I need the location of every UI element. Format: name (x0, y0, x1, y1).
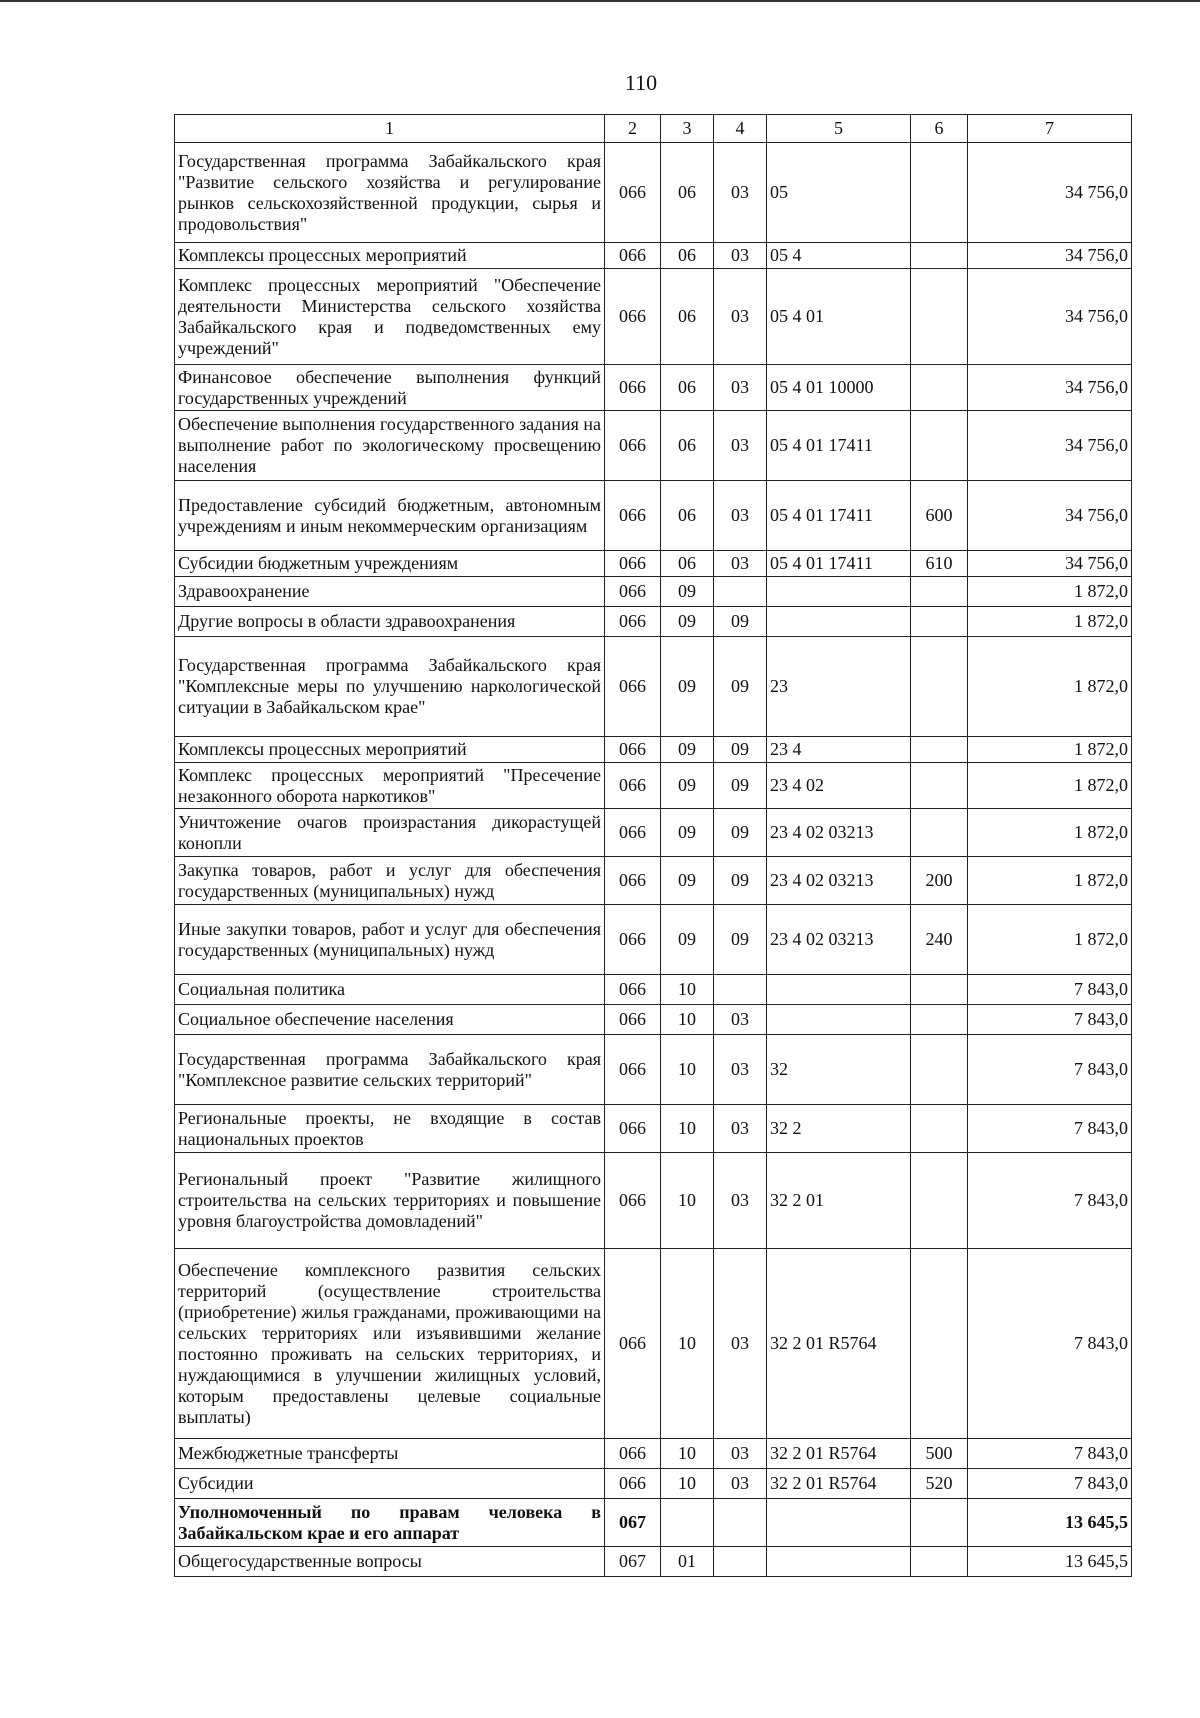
row-expense-type-cell (911, 975, 968, 1005)
row-expense-type-cell (911, 365, 968, 411)
row-amount-cell: 1 872,0 (968, 607, 1132, 637)
row-code-admin-cell: 066 (605, 411, 661, 481)
row-name-cell: Региональный проект "Развитие жилищного строительства на сельских территориях и повышение уровня благоустройства домовладений" (175, 1153, 605, 1249)
row-name-cell: Обеспечение выполнения государственного задания на выполнение работ по экологическому просвещению населения (175, 411, 605, 481)
row-code-admin-cell: 066 (605, 1469, 661, 1499)
row-code-admin-cell: 066 (605, 365, 661, 411)
row-section-cell: 06 (661, 411, 714, 481)
row-expense-type-cell: 610 (911, 551, 968, 577)
row-subsection-cell: 03 (714, 551, 767, 577)
table-row (175, 1547, 1132, 1577)
row-expense-type-cell (911, 1105, 968, 1153)
row-target-article-cell (767, 1005, 911, 1035)
row-name-cell: Обеспечение комплексного развития сельских территорий (осуществление строительства (приобретение) жилья гражданами, проживающими на сельских территориях или изъявившими желание постоянно проживать на сельских территориях, и нуждающимися в улучшении жилищных условий, которым предоставлены целевые социальные выплаты) (175, 1249, 605, 1439)
row-target-article-cell: 32 2 01 R5764 (767, 1439, 911, 1469)
row-code-admin-cell: 066 (605, 737, 661, 763)
row-section-cell: 09 (661, 905, 714, 975)
table-row (175, 809, 1132, 857)
row-section-cell: 06 (661, 243, 714, 269)
row-code-admin-cell: 066 (605, 269, 661, 365)
row-target-article-cell: 23 (767, 637, 911, 737)
top-edge-line (0, 0, 1200, 2)
row-code-admin-cell: 066 (605, 975, 661, 1005)
row-expense-type-cell (911, 243, 968, 269)
row-amount-cell: 13 645,5 (968, 1499, 1132, 1547)
row-section-cell: 09 (661, 809, 714, 857)
column-header-1: 1 (175, 115, 605, 143)
row-subsection-cell (714, 577, 767, 607)
row-target-article-cell: 05 (767, 143, 911, 243)
column-header-4: 4 (714, 115, 767, 143)
row-name-cell: Общегосударственные вопросы (175, 1547, 605, 1577)
row-expense-type-cell (911, 809, 968, 857)
row-expense-type-cell: 520 (911, 1469, 968, 1499)
row-section-cell: 06 (661, 269, 714, 365)
row-subsection-cell: 03 (714, 143, 767, 243)
row-amount-cell: 34 756,0 (968, 365, 1132, 411)
row-target-article-cell: 23 4 (767, 737, 911, 763)
row-subsection-cell: 03 (714, 1153, 767, 1249)
table-row (175, 975, 1132, 1005)
row-section-cell: 10 (661, 1469, 714, 1499)
row-target-article-cell: 32 2 01 R5764 (767, 1469, 911, 1499)
row-subsection-cell (714, 1547, 767, 1577)
row-section-cell: 06 (661, 551, 714, 577)
row-name-cell: Закупка товаров, работ и услуг для обеспечения государственных (муниципальных) нужд (175, 857, 605, 905)
row-section-cell: 09 (661, 763, 714, 809)
row-section-cell: 06 (661, 481, 714, 551)
table-row (175, 269, 1132, 365)
row-name-cell: Государственная программа Забайкальского края "Комплексные меры по улучшению наркологической ситуации в Забайкальском крае" (175, 637, 605, 737)
row-subsection-cell (714, 1499, 767, 1547)
table-row (175, 1439, 1132, 1469)
row-amount-cell: 1 872,0 (968, 809, 1132, 857)
row-subsection-cell: 03 (714, 1249, 767, 1439)
table-row (175, 857, 1132, 905)
row-amount-cell: 7 843,0 (968, 1105, 1132, 1153)
row-code-admin-cell: 066 (605, 905, 661, 975)
row-name-cell: Комплекс процессных мероприятий "Пресечение незаконного оборота наркотиков" (175, 763, 605, 809)
row-expense-type-cell (911, 1035, 968, 1105)
row-subsection-cell: 03 (714, 411, 767, 481)
row-section-cell: 09 (661, 577, 714, 607)
row-subsection-cell: 03 (714, 243, 767, 269)
table-row (175, 607, 1132, 637)
row-subsection-cell: 03 (714, 1005, 767, 1035)
row-code-admin-cell: 066 (605, 577, 661, 607)
row-code-admin-cell: 066 (605, 1005, 661, 1035)
row-name-cell: Государственная программа Забайкальского края "Развитие сельского хозяйства и регулирование рынков сельскохозяйственной продукции, сырья и продовольствия" (175, 143, 605, 243)
row-code-admin-cell: 067 (605, 1547, 661, 1577)
row-subsection-cell: 09 (714, 737, 767, 763)
page-number: 110 (624, 70, 658, 95)
table-row (175, 1249, 1132, 1439)
row-name-cell: Финансовое обеспечение выполнения функций государственных учреждений (175, 365, 605, 411)
row-target-article-cell: 23 4 02 03213 (767, 905, 911, 975)
column-header-5: 5 (767, 115, 911, 143)
row-target-article-cell: 23 4 02 03213 (767, 809, 911, 857)
row-section-cell: 09 (661, 637, 714, 737)
row-expense-type-cell: 600 (911, 481, 968, 551)
row-target-article-cell: 05 4 01 17411 (767, 551, 911, 577)
row-target-article-cell (767, 1499, 911, 1547)
row-target-article-cell: 32 2 01 R5764 (767, 1249, 911, 1439)
row-target-article-cell: 32 2 (767, 1105, 911, 1153)
row-target-article-cell (767, 607, 911, 637)
row-section-cell: 10 (661, 975, 714, 1005)
table-row (175, 1499, 1132, 1547)
row-code-admin-cell: 066 (605, 143, 661, 243)
row-name-cell: Иные закупки товаров, работ и услуг для обеспечения государственных (муниципальных) нужд (175, 905, 605, 975)
row-name-cell: Комплекс процессных мероприятий "Обеспечение деятельности Министерства сельского хозяйства Забайкальского края и подведомственных ему учреждений" (175, 269, 605, 365)
row-expense-type-cell (911, 269, 968, 365)
table-row (175, 1153, 1132, 1249)
row-amount-cell: 1 872,0 (968, 857, 1132, 905)
row-code-admin-cell: 066 (605, 763, 661, 809)
row-amount-cell: 34 756,0 (968, 551, 1132, 577)
row-expense-type-cell (911, 1153, 968, 1249)
row-amount-cell: 1 872,0 (968, 737, 1132, 763)
row-subsection-cell: 03 (714, 1469, 767, 1499)
row-code-admin-cell: 067 (605, 1499, 661, 1547)
row-name-cell: Субсидии (175, 1469, 605, 1499)
row-target-article-cell: 23 4 02 03213 (767, 857, 911, 905)
row-code-admin-cell: 066 (605, 857, 661, 905)
table-row (175, 763, 1132, 809)
row-name-cell: Социальная политика (175, 975, 605, 1005)
row-subsection-cell: 03 (714, 1105, 767, 1153)
row-subsection-cell: 09 (714, 637, 767, 737)
row-amount-cell: 34 756,0 (968, 243, 1132, 269)
row-code-admin-cell: 066 (605, 1105, 661, 1153)
table-row (175, 637, 1132, 737)
row-subsection-cell: 03 (714, 481, 767, 551)
row-amount-cell: 34 756,0 (968, 481, 1132, 551)
row-code-admin-cell: 066 (605, 243, 661, 269)
table-row (175, 1105, 1132, 1153)
row-target-article-cell: 32 2 01 (767, 1153, 911, 1249)
row-amount-cell: 1 872,0 (968, 637, 1132, 737)
row-target-article-cell (767, 975, 911, 1005)
row-expense-type-cell (911, 737, 968, 763)
row-amount-cell: 7 843,0 (968, 1005, 1132, 1035)
row-expense-type-cell (911, 1499, 968, 1547)
row-target-article-cell: 05 4 01 10000 (767, 365, 911, 411)
row-subsection-cell: 03 (714, 1035, 767, 1105)
row-amount-cell: 1 872,0 (968, 905, 1132, 975)
row-target-article-cell: 05 4 01 17411 (767, 481, 911, 551)
row-section-cell: 06 (661, 143, 714, 243)
row-subsection-cell: 03 (714, 269, 767, 365)
row-subsection-cell (714, 975, 767, 1005)
row-code-admin-cell: 066 (605, 1153, 661, 1249)
row-code-admin-cell: 066 (605, 809, 661, 857)
table-row (175, 577, 1132, 607)
row-name-cell: Социальное обеспечение населения (175, 1005, 605, 1035)
row-amount-cell: 7 843,0 (968, 1439, 1132, 1469)
row-amount-cell: 7 843,0 (968, 975, 1132, 1005)
row-expense-type-cell: 240 (911, 905, 968, 975)
row-code-admin-cell: 066 (605, 1249, 661, 1439)
table-row (175, 143, 1132, 243)
row-code-admin-cell: 066 (605, 1439, 661, 1469)
row-name-cell: Государственная программа Забайкальского края "Комплексное развитие сельских территорий" (175, 1035, 605, 1105)
row-expense-type-cell (911, 1005, 968, 1035)
row-section-cell: 10 (661, 1439, 714, 1469)
row-expense-type-cell (911, 143, 968, 243)
row-section-cell: 01 (661, 1547, 714, 1577)
row-amount-cell: 1 872,0 (968, 763, 1132, 809)
table-row (175, 1005, 1132, 1035)
table-row (175, 737, 1132, 763)
table-row (175, 905, 1132, 975)
budget-table (174, 114, 1132, 1577)
row-target-article-cell: 32 (767, 1035, 911, 1105)
row-amount-cell: 7 843,0 (968, 1469, 1132, 1499)
row-expense-type-cell (911, 637, 968, 737)
table-row (175, 365, 1132, 411)
row-subsection-cell: 03 (714, 365, 767, 411)
row-target-article-cell (767, 577, 911, 607)
row-name-cell: Комплексы процессных мероприятий (175, 737, 605, 763)
row-amount-cell: 1 872,0 (968, 577, 1132, 607)
row-code-admin-cell: 066 (605, 1035, 661, 1105)
row-code-admin-cell: 066 (605, 551, 661, 577)
table-row (175, 1469, 1132, 1499)
row-amount-cell: 7 843,0 (968, 1249, 1132, 1439)
row-subsection-cell: 09 (714, 905, 767, 975)
row-section-cell: 10 (661, 1153, 714, 1249)
row-section-cell: 10 (661, 1005, 714, 1035)
row-amount-cell: 34 756,0 (968, 411, 1132, 481)
row-expense-type-cell (911, 577, 968, 607)
row-code-admin-cell: 066 (605, 607, 661, 637)
row-section-cell: 10 (661, 1035, 714, 1105)
row-target-article-cell: 23 4 02 (767, 763, 911, 809)
row-name-cell: Другие вопросы в области здравоохранения (175, 607, 605, 637)
row-amount-cell: 7 843,0 (968, 1153, 1132, 1249)
row-section-cell: 09 (661, 737, 714, 763)
row-code-admin-cell: 066 (605, 637, 661, 737)
row-expense-type-cell: 500 (911, 1439, 968, 1469)
row-expense-type-cell (911, 1249, 968, 1439)
table-row (175, 1035, 1132, 1105)
table-row (175, 551, 1132, 577)
row-section-cell: 10 (661, 1105, 714, 1153)
row-section-cell (661, 1499, 714, 1547)
row-expense-type-cell (911, 411, 968, 481)
row-section-cell: 09 (661, 857, 714, 905)
table-row (175, 243, 1132, 269)
row-amount-cell: 7 843,0 (968, 1035, 1132, 1105)
row-amount-cell: 13 645,5 (968, 1547, 1132, 1577)
row-amount-cell: 34 756,0 (968, 143, 1132, 243)
table-row (175, 411, 1132, 481)
column-header-3: 3 (661, 115, 714, 143)
row-subsection-cell: 09 (714, 763, 767, 809)
row-expense-type-cell (911, 1547, 968, 1577)
row-name-cell: Уполномоченный по правам человека в Забайкальском крае и его аппарат (175, 1499, 605, 1547)
row-name-cell: Субсидии бюджетным учреждениям (175, 551, 605, 577)
row-subsection-cell: 09 (714, 857, 767, 905)
row-name-cell: Уничтожение очагов произрастания дикорастущей конопли (175, 809, 605, 857)
row-expense-type-cell: 200 (911, 857, 968, 905)
row-section-cell: 10 (661, 1249, 714, 1439)
row-section-cell: 06 (661, 365, 714, 411)
row-target-article-cell: 05 4 01 17411 (767, 411, 911, 481)
row-section-cell: 09 (661, 607, 714, 637)
row-name-cell: Межбюджетные трансферты (175, 1439, 605, 1469)
column-header-2: 2 (605, 115, 661, 143)
row-name-cell: Комплексы процессных мероприятий (175, 243, 605, 269)
row-target-article-cell (767, 1547, 911, 1577)
row-subsection-cell: 09 (714, 809, 767, 857)
row-subsection-cell: 03 (714, 1439, 767, 1469)
row-name-cell: Региональные проекты, не входящие в состав национальных проектов (175, 1105, 605, 1153)
row-code-admin-cell: 066 (605, 481, 661, 551)
header-row (175, 115, 1132, 143)
row-target-article-cell: 05 4 (767, 243, 911, 269)
row-name-cell: Здравоохранение (175, 577, 605, 607)
table-row (175, 481, 1132, 551)
row-target-article-cell: 05 4 01 (767, 269, 911, 365)
column-header-6: 6 (911, 115, 968, 143)
row-name-cell: Предоставление субсидий бюджетным, автономным учреждениям и иным некоммерческим организациям (175, 481, 605, 551)
row-expense-type-cell (911, 607, 968, 637)
row-subsection-cell: 09 (714, 607, 767, 637)
row-amount-cell: 34 756,0 (968, 269, 1132, 365)
row-expense-type-cell (911, 763, 968, 809)
column-header-7: 7 (968, 115, 1132, 143)
